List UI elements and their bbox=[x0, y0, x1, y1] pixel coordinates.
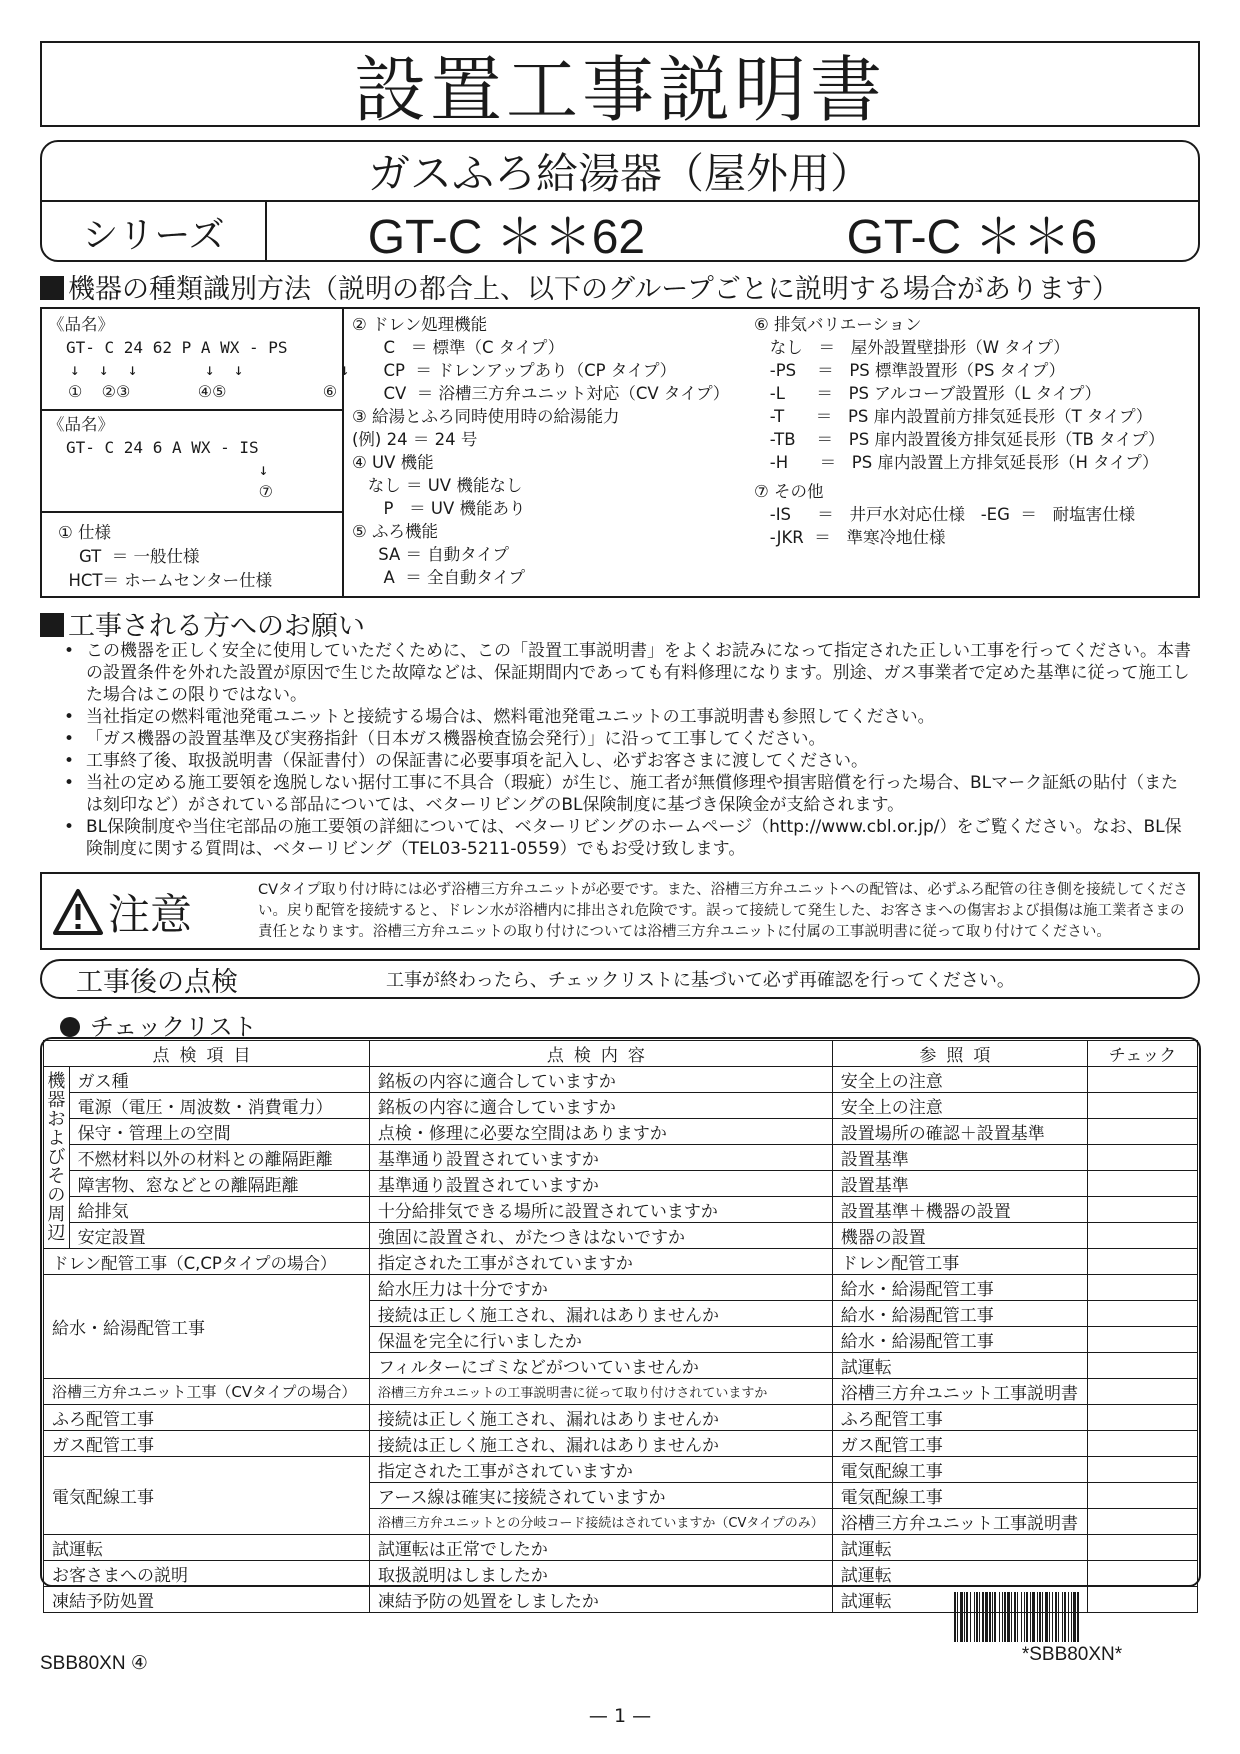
cell-item: 保守・管理上の空間 bbox=[69, 1119, 369, 1145]
identification-col-functions bbox=[352, 313, 782, 589]
variation-line: -TB ＝ PS 扉内設置後方排気延長形（TB タイプ） bbox=[754, 430, 1165, 449]
table-row bbox=[44, 1379, 1198, 1405]
cell-content: 十分給排気できる場所に設置されていますか bbox=[369, 1197, 832, 1223]
cell-reference: 電気配線工事 bbox=[832, 1457, 1087, 1483]
barcode-bar bbox=[1037, 1592, 1038, 1642]
spec-note-3: HCT＝ ホームセンター仕様 bbox=[58, 571, 273, 590]
identification-col-models bbox=[42, 309, 350, 596]
cell-check[interactable] bbox=[1087, 1327, 1197, 1353]
cell-check[interactable] bbox=[1087, 1275, 1197, 1301]
barcode-bar bbox=[970, 1592, 971, 1642]
example2-arrows: ↓ bbox=[66, 460, 269, 479]
barcode-bar bbox=[1032, 1592, 1035, 1642]
cell-content: 接続は正しく施工され、漏れはありませんか bbox=[369, 1301, 832, 1327]
identification-col-variations bbox=[754, 313, 1194, 549]
cell-content: 給水圧力は十分ですか bbox=[369, 1275, 832, 1301]
cell-reference: 安全上の注意 bbox=[832, 1093, 1087, 1119]
table-row bbox=[44, 1119, 1198, 1145]
checklist-title: チェックリスト bbox=[60, 1007, 257, 1042]
cell-reference: 試運転 bbox=[832, 1535, 1087, 1561]
circle-bullet-icon bbox=[60, 1017, 80, 1037]
cell-content: 銘板の内容に適合していますか bbox=[369, 1067, 832, 1093]
cell-reference: ふろ配管工事 bbox=[832, 1405, 1087, 1431]
cell-content: 強固に設置され、がたつきはないですか bbox=[369, 1223, 832, 1249]
cell-reference: 機器の設置 bbox=[832, 1223, 1087, 1249]
cell-check[interactable] bbox=[1087, 1509, 1197, 1535]
cell-check[interactable] bbox=[1087, 1405, 1197, 1431]
barcode-bar bbox=[974, 1592, 975, 1642]
variation-line: -JKR ＝ 準寒冷地仕様 bbox=[754, 528, 946, 547]
barcode-bar bbox=[960, 1592, 963, 1642]
barcode-bar bbox=[1064, 1592, 1066, 1642]
request-item: • 工事終了後、取扱説明書（保証書付）の保証書に必要事項を記入し、必ずお客さまに渡してください。 bbox=[64, 750, 1194, 772]
caution-title: 注意 bbox=[52, 880, 242, 944]
barcode-bar bbox=[1026, 1592, 1028, 1642]
barcode-bar bbox=[1014, 1592, 1016, 1642]
cell-check[interactable] bbox=[1087, 1067, 1197, 1093]
cell-content: 指定された工事がされていますか bbox=[369, 1249, 832, 1275]
cell-check[interactable] bbox=[1087, 1483, 1197, 1509]
table-row bbox=[44, 1171, 1198, 1197]
cell-check[interactable] bbox=[1087, 1535, 1197, 1561]
cell-reference: 試運転 bbox=[832, 1561, 1087, 1587]
cell-item: 電源（電圧・周波数・消費電力） bbox=[69, 1093, 369, 1119]
example1-numbers: ① ②③ ④⑤ ⑥ bbox=[68, 382, 338, 401]
barcode-bar bbox=[954, 1592, 956, 1642]
barcode-bar bbox=[1052, 1592, 1053, 1642]
cell-item: 障害物、窓などとの離隔距離 bbox=[69, 1171, 369, 1197]
post-check-header bbox=[40, 959, 1200, 999]
barcode-bar bbox=[994, 1592, 996, 1642]
header-check: チェック bbox=[1087, 1041, 1197, 1067]
cell-reference: 試運転 bbox=[832, 1353, 1087, 1379]
cell-check[interactable] bbox=[1087, 1379, 1197, 1405]
cell-item: ガス種 bbox=[69, 1067, 369, 1093]
table-header-row bbox=[44, 1041, 1198, 1067]
table-row bbox=[44, 1535, 1198, 1561]
variation-line: なし ＝ 屋外設置壁掛形（W タイプ） bbox=[754, 338, 1070, 357]
variation-line: ⑥ 排気バリエーション bbox=[754, 315, 922, 334]
barcode-bar bbox=[1021, 1592, 1022, 1642]
cell-reference: ガス配管工事 bbox=[832, 1431, 1087, 1457]
caution-box bbox=[40, 872, 1200, 950]
table-row bbox=[44, 1067, 1198, 1093]
barcode-bar bbox=[1071, 1592, 1072, 1642]
cell-reference: 安全上の注意 bbox=[832, 1067, 1087, 1093]
table-row bbox=[44, 1145, 1198, 1171]
model-1: GT-C ＊＊62 bbox=[367, 210, 646, 264]
cell-item: ドレン配管工事（C,CPタイプの場合） bbox=[44, 1249, 370, 1275]
cell-reference: 給水・給湯配管工事 bbox=[832, 1301, 1087, 1327]
barcode-bar bbox=[1077, 1592, 1079, 1642]
post-check-title: 工事後の点検 bbox=[76, 966, 238, 998]
cell-content: 取扱説明はしましたか bbox=[369, 1561, 832, 1587]
product-box bbox=[40, 140, 1200, 262]
group-label-equipment-surroundings: 機 器 お よ び そ の 周 辺 bbox=[44, 1067, 70, 1249]
cell-item: 凍結予防処置 bbox=[44, 1587, 370, 1613]
variation-line: -H ＝ PS 扉内設置上方排気延長形（H タイプ） bbox=[754, 453, 1159, 472]
table-row bbox=[44, 1275, 1198, 1301]
square-bullet-icon bbox=[40, 613, 64, 637]
cell-reference: 設置場所の確認＋設置基準 bbox=[832, 1119, 1087, 1145]
product-name: ガスふろ給湯器（屋外用） bbox=[42, 142, 1198, 202]
table-row bbox=[44, 1457, 1198, 1483]
cell-reference: 浴槽三方弁ユニット工事説明書 bbox=[832, 1509, 1087, 1535]
barcode bbox=[952, 1592, 1192, 1642]
barcode-bar bbox=[992, 1592, 993, 1642]
barcode-bar bbox=[982, 1592, 984, 1642]
request-item: • 当社指定の燃料電池発電ユニットと接続する場合は、燃料電池発電ユニットの工事説明書も参照してください。 bbox=[64, 706, 1194, 728]
cell-check[interactable] bbox=[1087, 1093, 1197, 1119]
function-line: なし ＝ UV 機能なし bbox=[352, 476, 523, 495]
function-line: (例) 24 ＝ 24 号 bbox=[352, 430, 478, 449]
cell-content: フィルターにゴミなどがついていませんか bbox=[369, 1353, 832, 1379]
square-bullet-icon bbox=[40, 276, 64, 300]
caution-text: CVタイプ取り付け時には必ず浴槽三方弁ユニットが必要です。また、浴槽三方弁ユニットへの配管は、必ずふろ配管の往き側を接続してください。戻り配管を接続すると、ドレン水が浴槽内に排出され危険です。誤って接続して発生した、お客さまへの傷害および損傷は施工業者さまの責任となります。浴槽三方弁ユニットの取り付けについては浴槽三方弁ユニットに付属の工事説明書に従って取り付けてください。 bbox=[258, 882, 1188, 940]
request-item: • この機器を正しく安全に使用していただくために、この「設置工事説明書」をよくお読みになって指定された正しい工事を行ってください。本書の設置条件を外れた設置が原因で生じた故障などは、保証期間内であっても有料修理になります。別途、ガス事業者で定めた基準に従って施工した場合はこの限りではない。 bbox=[64, 640, 1194, 706]
cell-reference: 設置基準 bbox=[832, 1145, 1087, 1171]
barcode-bar bbox=[1030, 1592, 1031, 1642]
function-line: A ＝ 全自動タイプ bbox=[352, 568, 526, 587]
example2-code: GT- C 24 6 A WX - IS bbox=[66, 438, 259, 457]
cell-check[interactable] bbox=[1087, 1301, 1197, 1327]
barcode-bar bbox=[1039, 1592, 1041, 1642]
cell-item: お客さまへの説明 bbox=[44, 1561, 370, 1587]
request-item: • BL保険制度や当住宅部品の施工要領の詳細については、ベターリビングのホームページ（http://www.cbl.or.jp/）をご覧ください。なお、BL保険制度に関する質問は、ベターリビング（TEL03-5211-0559）でもお受け致します。 bbox=[64, 816, 1194, 860]
cell-check[interactable] bbox=[1087, 1561, 1197, 1587]
barcode-bar bbox=[957, 1592, 958, 1642]
function-line: ④ UV 機能 bbox=[352, 453, 434, 472]
cell-check[interactable] bbox=[1087, 1171, 1197, 1197]
identification-box bbox=[40, 307, 1200, 598]
barcode-bar bbox=[966, 1592, 968, 1642]
divider bbox=[42, 511, 342, 513]
barcode-bar bbox=[1004, 1592, 1006, 1642]
barcode-bar bbox=[1011, 1592, 1012, 1642]
cell-item: 試運転 bbox=[44, 1535, 370, 1561]
cell-item: 不燃材料以外の材料との離隔距離 bbox=[69, 1145, 369, 1171]
header-reference: 参照項 bbox=[832, 1041, 1087, 1067]
barcode-bar bbox=[985, 1592, 988, 1642]
example2-numbers: ⑦ bbox=[66, 482, 273, 501]
cell-check[interactable] bbox=[1087, 1119, 1197, 1145]
cell-content: 点検・修理に必要な空間はありますか bbox=[369, 1119, 832, 1145]
cell-item: ふろ配管工事 bbox=[44, 1405, 370, 1431]
barcode-bar bbox=[1049, 1592, 1050, 1642]
cell-item: 給水・給湯配管工事 bbox=[44, 1275, 370, 1379]
cell-content: 基準通り設置されていますか bbox=[369, 1145, 832, 1171]
cell-content: 指定された工事がされていますか bbox=[369, 1457, 832, 1483]
series-label: シリーズ bbox=[42, 202, 267, 262]
function-line: P ＝ UV 機能あり bbox=[352, 499, 526, 518]
cell-content: アース線は確実に接続されていますか bbox=[369, 1483, 832, 1509]
example1-arrows: ↓ ↓ ↓ ↓ ↓ ↓ bbox=[70, 360, 350, 379]
barcode-bar bbox=[989, 1592, 991, 1642]
cell-content: 接続は正しく施工され、漏れはありませんか bbox=[369, 1431, 832, 1457]
cell-reference: 設置基準 bbox=[832, 1171, 1087, 1197]
cell-check[interactable] bbox=[1087, 1431, 1197, 1457]
header-content: 点検内容 bbox=[369, 1041, 832, 1067]
function-line: ② ドレン処理機能 bbox=[352, 315, 488, 334]
identification-heading: 機器の種類識別方法（説明の都合上、以下のグループごとに説明する場合があります） bbox=[40, 267, 1119, 306]
example2-label: 《品名》 bbox=[48, 415, 114, 434]
table-row bbox=[44, 1431, 1198, 1457]
requests-heading: 工事される方へのお願い bbox=[40, 604, 365, 643]
function-line: ⑤ ふろ機能 bbox=[352, 522, 439, 541]
function-line: C ＝ 標準（C タイプ） bbox=[352, 338, 565, 357]
barcode-bar bbox=[1073, 1592, 1076, 1642]
table-row bbox=[44, 1561, 1198, 1587]
cell-reference: 電気配線工事 bbox=[832, 1483, 1087, 1509]
post-check-instruction: 工事が終わったら、チェックリストに基づいて必ず再確認を行ってください。 bbox=[386, 970, 1015, 991]
cell-content: 試運転は正常でしたか bbox=[369, 1535, 832, 1561]
table-row bbox=[44, 1093, 1198, 1119]
cell-content: 保温を完全に行いましたか bbox=[369, 1327, 832, 1353]
cell-item: 給排気 bbox=[69, 1197, 369, 1223]
cell-reference: 設置基準＋機器の設置 bbox=[832, 1197, 1087, 1223]
table-row bbox=[44, 1197, 1198, 1223]
checklist-table bbox=[43, 1040, 1198, 1613]
requests-list bbox=[64, 640, 1194, 860]
function-line: ③ 給湯とふろ同時使用時の給湯能力 bbox=[352, 407, 620, 426]
divider bbox=[42, 409, 342, 411]
cell-item: ガス配管工事 bbox=[44, 1431, 370, 1457]
cell-check[interactable] bbox=[1087, 1197, 1197, 1223]
barcode-bar bbox=[964, 1592, 965, 1642]
cell-check[interactable] bbox=[1087, 1457, 1197, 1483]
cell-content: 浴槽三方弁ユニットの工事説明書に従って取り付けされていますか bbox=[369, 1379, 832, 1405]
document-title-box bbox=[40, 41, 1200, 132]
barcode-bar bbox=[1024, 1592, 1025, 1642]
warning-triangle-icon bbox=[52, 888, 104, 936]
example1-code: GT- C 24 62 P A WX - PS bbox=[66, 338, 288, 357]
variation-line: -T ＝ PS 扉内設置前方排気延長形（T タイプ） bbox=[754, 407, 1153, 426]
function-line: CP ＝ ドレンアップあり（CP タイプ） bbox=[352, 361, 677, 380]
cell-content: 接続は正しく施工され、漏れはありませんか bbox=[369, 1405, 832, 1431]
cell-content: 凍結予防の処置をしましたか bbox=[369, 1587, 832, 1613]
variation-line: ⑦ その他 bbox=[754, 482, 824, 501]
cell-reference: 給水・給湯配管工事 bbox=[832, 1327, 1087, 1353]
barcode-bar bbox=[976, 1592, 978, 1642]
spec-note-2: GT ＝ 一般仕様 bbox=[58, 547, 200, 566]
variation-line: -L ＝ PS アルコーブ設置形（L タイプ） bbox=[754, 384, 1102, 403]
barcode-label: *SBB80XN* bbox=[1021, 1644, 1123, 1665]
barcode-bar bbox=[979, 1592, 980, 1642]
cell-item: 浴槽三方弁ユニット工事（CVタイプの場合） bbox=[44, 1379, 370, 1405]
document-title: 設置工事説明書 bbox=[353, 48, 886, 132]
function-line: SA ＝ 自動タイプ bbox=[352, 545, 509, 564]
barcode-bar bbox=[1002, 1592, 1003, 1642]
barcode-bar bbox=[1062, 1592, 1063, 1642]
variation-line: -PS ＝ PS 標準設置形（PS タイプ） bbox=[754, 361, 1066, 380]
barcode-bar bbox=[999, 1592, 1000, 1642]
barcode-bar bbox=[1058, 1592, 1059, 1642]
example1-label: 《品名》 bbox=[48, 315, 114, 334]
barcode-bar bbox=[1042, 1592, 1043, 1642]
barcode-bar bbox=[1007, 1592, 1010, 1642]
cell-reference: 給水・給湯配管工事 bbox=[832, 1275, 1087, 1301]
function-line: CV ＝ 浴槽三方弁ユニット対応（CV タイプ） bbox=[352, 384, 730, 403]
table-row bbox=[44, 1405, 1198, 1431]
cell-check[interactable] bbox=[1087, 1353, 1197, 1379]
barcode-bar bbox=[1068, 1592, 1069, 1642]
table-row bbox=[44, 1223, 1198, 1249]
request-item: • 当社の定める施工要領を逸脱しない据付工事に不具合（瑕疵）が生じ、施工者が無償修理や損害賠償を行った場合、BLマーク証紙の貼付（または刻印など）がされている部品については、ベターリビングのBL保険制度に基づき保険金が支給されます。 bbox=[64, 772, 1194, 816]
cell-check[interactable] bbox=[1087, 1223, 1197, 1249]
spec-note-1: ① 仕様 bbox=[58, 523, 112, 542]
barcode-bar bbox=[1055, 1592, 1057, 1642]
barcode-bar bbox=[1045, 1592, 1048, 1642]
cell-item: 安定設置 bbox=[69, 1223, 369, 1249]
cell-reference: ドレン配管工事 bbox=[832, 1249, 1087, 1275]
request-item: • 「ガス機器の設置基準及び実務指針（日本ガス機器検査協会発行）」に沿って工事してください。 bbox=[64, 728, 1194, 750]
cell-item: 電気配線工事 bbox=[44, 1457, 370, 1535]
document-code: SBB80XN ④ bbox=[40, 1653, 148, 1674]
cell-reference: 試運転 bbox=[832, 1587, 1087, 1613]
cell-content: 浴槽三方弁ユニットとの分岐コード接続はされていますか（CVタイプのみ） bbox=[369, 1509, 832, 1535]
model-2: GT-C ＊＊6 bbox=[846, 210, 1098, 264]
cell-check[interactable] bbox=[1087, 1145, 1197, 1171]
variation-line: -IS ＝ 井戸水対応仕様 -EG ＝ 耐塩害仕様 bbox=[754, 505, 1136, 524]
cell-content: 銘板の内容に適合していますか bbox=[369, 1093, 832, 1119]
page-number: — 1 — bbox=[588, 1705, 652, 1727]
barcode-bar bbox=[1017, 1592, 1018, 1642]
header-item: 点検項目 bbox=[44, 1041, 370, 1067]
cell-reference: 浴槽三方弁ユニット工事説明書 bbox=[832, 1379, 1087, 1405]
series-models bbox=[267, 202, 1198, 262]
cell-content: 基準通り設置されていますか bbox=[369, 1171, 832, 1197]
cell-check[interactable] bbox=[1087, 1249, 1197, 1275]
table-row bbox=[44, 1249, 1198, 1275]
